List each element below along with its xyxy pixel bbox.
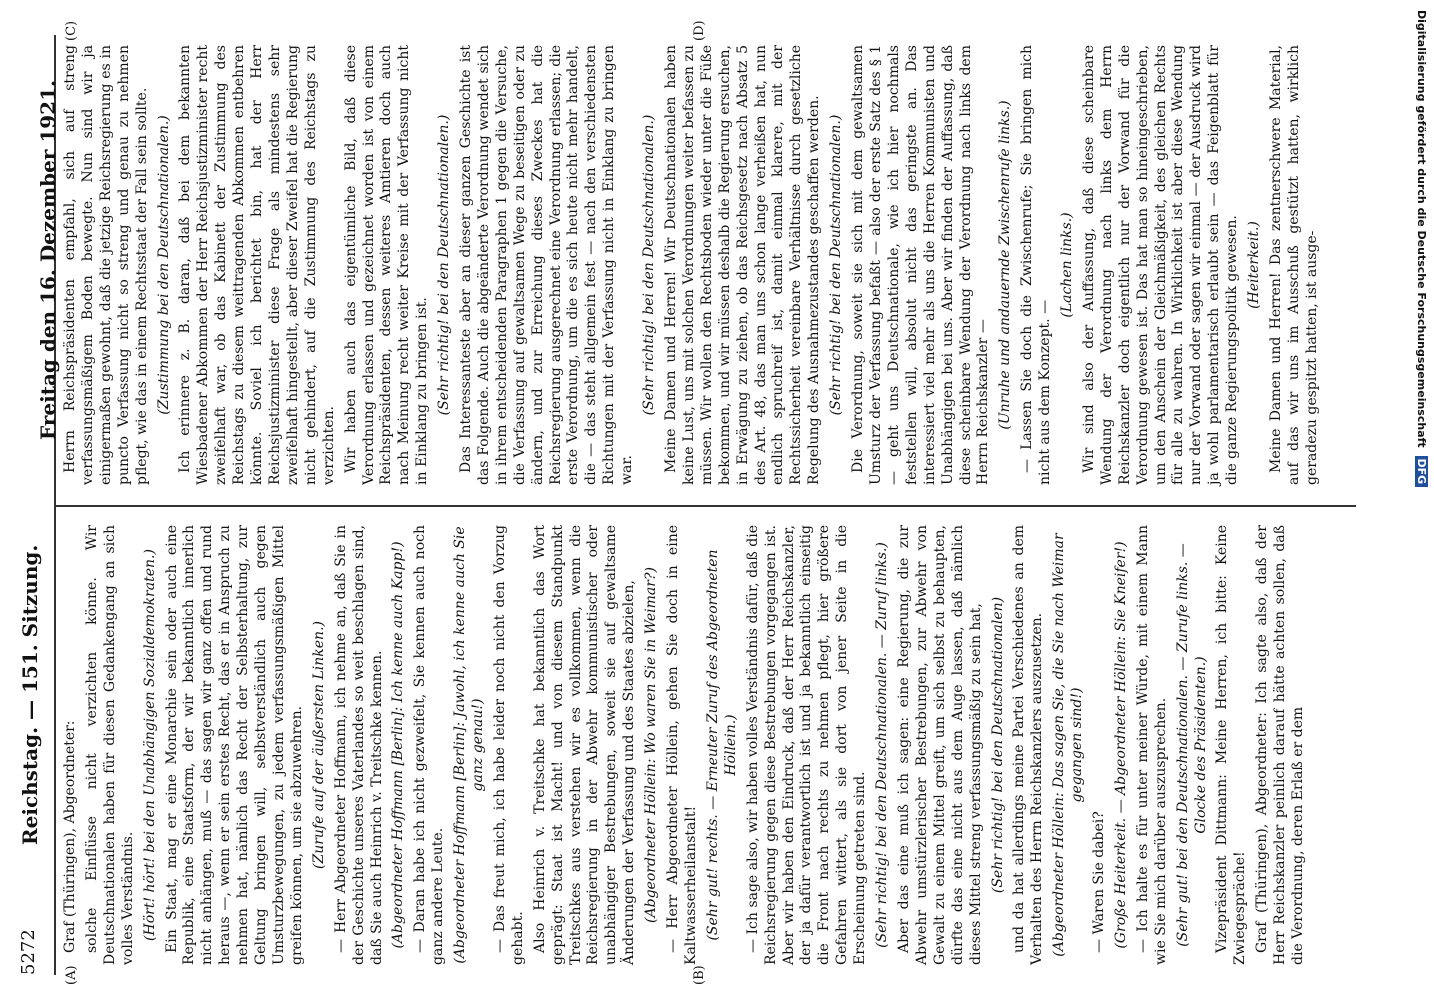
credit-label: Digitalisierung gefördert durch die Deutsche Forschungsgemeinschaft (1415, 10, 1428, 448)
left-paragraph: (Hört! hört! bei den Unabhängigen Sozialdemokraten.) (141, 549, 158, 941)
left-paragraph: (Sehr gut! rechts. — Erneuter Zuruf des Abgeordneten Höllein.) (704, 549, 739, 941)
left-paragraph: (Abgeordneter Höllein: Wo waren Sie in Weimar?) (643, 567, 660, 923)
right-paragraph: Meine Damen und Herren! Wir Deutschnationalen haben keine Lust, uns mit solchen Verordnungen weiter befassen zu müssen. Wir wollen den Rechtsboden wieder unter die Füße bekommen, und wir müssen deshalb die Regierung ersuchen, in Erwägung zu ziehen, ob das Reichsgesetz nach Absatz 5 des Art. 48, das man uns schon lange verheißen hat, nun endlich spruchreif ist, damit einmal klarere, mit der Rechtssicherheit vereinbare Verhältnisse durch gesetzliche Regelung des Ausnahmezustandes geschaffen werden. (663, 45, 823, 485)
left-paragraph: (Große Heiterkeit. — Abgeordneter Höllein: Sie Kneifer!) (1112, 541, 1129, 949)
marker-b: (B) (692, 965, 707, 985)
right-paragraph: Das Interessanteste aber an dieser ganzen Geschichte ist das Folgende. Auch die abgeänderte Verordnung wendet sich in ihrem entscheidenden Paragraphen 1 gegen die Versuche, die Verfassung auf gewaltsamen Wege zu beseitigen oder zu ändern, und zur Erreichung dieses Zweckes hat die Reichsregierung ausgerechnet eine Verordnung erlassen; die erste Verordnung, um die es sich heute nicht mehr handelt, die — das steht allgemein fest — nach den verschiedensten Richtungen mit der Verfassung nicht in Einklang zu bringen war. (458, 45, 636, 485)
left-paragraph: (Zurufe auf der äußersten Linken.) (310, 621, 327, 869)
left-paragraph: Graf (Thüringen), Abgeordneter: (62, 720, 78, 953)
right-paragraph: (Zustimmung bei den Deutschnationalen.) (155, 115, 172, 415)
left-paragraph: — Ich sage also, wir haben volles Verständnis dafür, daß die Reichsregierung gegen diese Bestrebungen vorgegangen ist. Aber wir haben den Eindruck, daß der Herr Reichskanzler, der ja dafür verantwortlich ist und ja bekanntlich einseitig die Front nach rechts zu nehmen pflegt, hier größere Gefahren wittert, als sie dort von jener Seite in die Erscheinung getreten sind. (744, 525, 869, 965)
left-paragraph: — Daran habe ich nicht gezweifelt, Sie kennen auch noch ganz andere Leute. (412, 525, 447, 965)
right-paragraph: Wir sind also der Auffassung, daß diese scheinbare Wendung der Verordnung nach links dem Herrn Reichskanzler doch eigentlich nur der Vorwand für die Verordnung gewesen ist. Das hat man so hineingeschrieben, um den Anschein der Gleichmäßigkeit, des gleichen Rechts für alle zu wahren. In Wirklichkeit ist aber diese Wendung nur der Vorwand oder sagen wir einmal — der Ausdruck wird ja wohl parlamentarisch erlaubt sein — das Feigenblatt für die ganze Regierungspolitik gewesen. (1080, 45, 1241, 485)
right-paragraph: Meine Damen und Herren! Das zentnerschwere Material, auf das wir uns im Ausschuß gestützt hatten, wirklich geradezu gespitzt hatten, ist ausge- (1268, 45, 1320, 485)
left-paragraph: — Herr Abgeordneter Hoffmann, ich nehme an, daß Sie in der Geschichte unseres Vaterlandes so weit beschlagen sind, daß Sie auch Heinrich v. Treitschke kennen. (332, 525, 385, 965)
right-paragraph: (Heiterkeit.) (1246, 221, 1263, 309)
left-column (62, 525, 1362, 965)
left-paragraph: Ein Staat, mag er eine Monarchie sein oder auch eine Republik, eine Staatsform, der wir bekanntlich innerlich nicht anhängen, muß — das sagen wir ganz offen und rund heraus —, wenn er sein erstes Recht, das er in Anspruch zu nehmen hat, nämlich das Recht der Selbsterhaltung, zur Geltung bringen will, selbstverständlich auch gegen Umsturzbewegungen, zu jedem verfassungsmäßigen Mittel greifen können, um sie abzuwehren. (163, 525, 305, 965)
left-paragraph: (Sehr richtig! bei den Deutschnationalen) (989, 596, 1006, 894)
left-paragraph: — Waren Sie dabei? (1091, 811, 1108, 953)
left-paragraph: (Abgeordneter Hoffmann [Berlin]: Ich kenne auch Kapp!) (390, 541, 407, 949)
left-paragraph: solche Einflüsse nicht verzichten könne. Wir Deutschnationalen haben für diesen Gedankengang an sich volles Verständnis. (83, 525, 136, 965)
left-paragraph: Graf (Thüringen), Abgeordneter: Ich sagte also, daß der Herr Reichskanzler peinlich darauf hätte achten sollen, daß die Verordnung, deren Erlaß er dem (1254, 525, 1307, 965)
marker-c: (C) (64, 20, 79, 41)
right-paragraph: (Sehr richtig! bei den Deutschnationalen.) (436, 114, 453, 416)
left-paragraph: Aber das eine muß ich sagen: eine Regierung, die zur Abwehr umstürzlerischer Bestrebungen, zur Abwehr von Gewalt zu einem Mittel greift, um sich selbst zu behaupten, dürfte das eine nicht aus dem Auge lassen, daß nämlich dieses Mittel streng verfassungsmäßig zu sein hat, (895, 525, 984, 965)
date-area (36, 0, 66, 1000)
right-paragraph: Die Verordnung, soweit sie sich mit dem gewaltsamen Umsturz der Verfassung befaßt — also der erste Satz des § 1 — geht uns Deutschnationale, wie ich hier nochmals feststellen will, absolut nicht das geringste an. Das interessiert viel mehr als uns die Herren Kommunisten und Unabhängigen bei uns. Aber wir finden der Auffassung, daß diese scheinbare Wendung der Verordnung nach links dem Herrn Reichskanzler — (850, 45, 992, 485)
left-paragraph: und da hat allerdings meine Partei Verschiedenes an dem Verhalten des Herrn Reichskanzlers auszusetzen. (1011, 525, 1046, 965)
page-date: Freitag den 16. Dezember 1921. (36, 80, 60, 440)
credit-text (1406, 10, 1428, 990)
left-paragraph: Vizepräsident Dittmann: Meine Herren, ich bitte: Keine Zwiegespräche! (1214, 525, 1249, 965)
marker-a: (A) (64, 965, 79, 985)
left-paragraph: (Sehr richtig! bei den Deutschnationalen. — Zuruf links.) (874, 542, 891, 948)
left-paragraph: — Ich halte es für unter meiner Würde, mit einem Mann wie Sie mich darüber auszusprechen. (1134, 525, 1169, 965)
right-paragraph: (Unruhe und andauernde Zwischenrufe links.) (997, 100, 1014, 430)
right-paragraph: (Sehr richtig! bei den Deutschnationalen.) (828, 114, 845, 416)
right-paragraph: Herrn Reichspräsidenten empfahl, sich auf streng verfassungsmäßigem Boden bewegte. Nun sind wir ja einigermaßen gewohnt, daß die jetzige Reichsregierung es in puncto Verfassung nicht so streng und genau zu nehmen pflegt, wie das in einem Rechtsstaat der Fall sein sollte. (62, 45, 150, 485)
dfg-logo: DFG (1415, 456, 1428, 488)
left-paragraph: (Sehr gut! bei den Deutschnationalen. — Zurufe links. — Glocke des Präsidenten.) (1174, 543, 1209, 947)
right-paragraph: — Lassen Sie doch die Zwischenrufe; Sie bringen mich nicht aus dem Konzept. — (1019, 45, 1054, 485)
marker-d: (D) (692, 20, 707, 41)
right-paragraph: (Sehr richtig! bei den Deutschnationalen.) (641, 114, 658, 416)
page-title: Reichstag. — 151. Sitzung. (18, 544, 42, 845)
column-rule (56, 505, 1356, 507)
left-paragraph: Also Heinrich v. Treitschke hat bekanntlich das Wort geprägt: Staat ist Macht! und von diesem Standpunkt Treitschkes aus verstehen wir es vollkommen, wenn die Reichsregierung in der Abwehr kommunistischer oder unabhängiger Bestrebungen, soweit sie auf gewaltsame Änderungen der Verfassung und des Staates abzielen, (531, 525, 638, 965)
right-paragraph: (Lachen links.) (1059, 212, 1076, 318)
left-paragraph: — Herr Abgeordneter Höllein, gehen Sie doch in eine Kaltwasserheilanstalt! (665, 525, 699, 965)
right-column (62, 45, 1362, 485)
right-paragraph: Ich erinnere z. B. daran, daß bei dem bekannten Wiesbadener Abkommen der Herr Reichsjustizminister recht zweifelhaft war, ob das Kabinett der Zustimmung des Reichstags zu diesem weittragenden Abkommen entbehren könnte. Soviel ich berichtet bin, hat der Herr Reichsjustizminister diese Frage als mindestens sehr zweifelhaft hingestellt, aber dieser Zweifel hat die Regierung nicht gehindert, auf die Zustimmung des Reichstags zu verzichten. (177, 45, 337, 485)
page-number: 5272 (18, 929, 39, 975)
left-paragraph: — Das freut mich, ich habe leider noch nicht den Vorzug gehabt. (491, 525, 526, 965)
rotated-page (12, 20, 1402, 985)
left-paragraph: (Abgeordneter Höllein: Das sagen Sie, die Sie nach Weimar gegangen sind!) (1051, 533, 1086, 957)
left-paragraph: (Abgeordneter Hoffmann [Berlin]: Jawohl, ich kenne auch Sie ganz genau!) (452, 526, 487, 964)
right-paragraph: Wir haben auch das eigentümliche Bild, daß diese Verordnung erlassen und gezeichnet worden ist von einem Reichspräsidenten, dessen weiteres Amtieren doch auch nach Meinung recht weiter Kreise mit der Verfassung nicht in Einklang zu bringen ist. (342, 45, 431, 485)
sidebar-credit (1408, 10, 1430, 990)
